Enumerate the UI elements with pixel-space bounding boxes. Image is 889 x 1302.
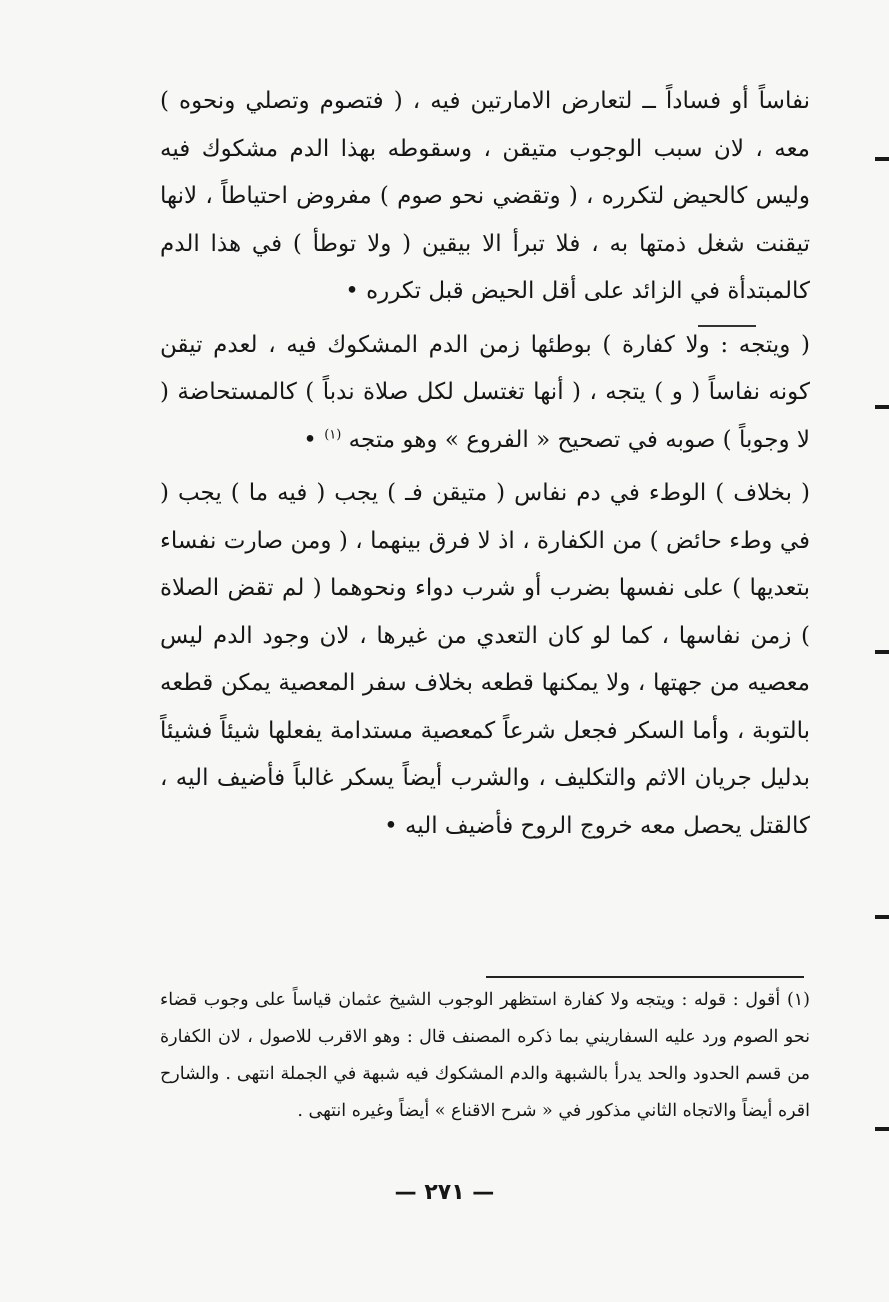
footnotes [160,982,810,1130]
paragraph-2-end: • [303,426,325,453]
paragraph-2-text: ( ويتجه : ولا كفارة ) بوطئها زمن الدم المشكوك فيه ، لعدم تيقن كونه نفاساً ( و ) يتجه ، ( أنها تغتسل لكل صلاة ندباً ) كالمستحاضة ( لا وجوباً ) صوبه في تصحيح « الفروع » وهو متجه [160,331,810,453]
main-text [160,78,810,856]
footnote-number: (١) [786,990,810,1010]
overline-mark [698,325,756,327]
footnote-reference[interactable]: (١) [324,426,342,442]
edge-mark [875,915,889,919]
paragraph-2 [160,322,810,465]
footnote-1 [160,982,810,1130]
edge-mark [875,405,889,409]
edge-mark [875,1127,889,1131]
footnote-text: أقول : قوله : ويتجه ولا كفارة استظهر الوجوب الشيخ عثمان قياساً على وجوب قضاء نحو الصوم ورد عليه السفاريني بما ذكره المصنف قال : وهو الاقرب للاصول ، لان الكفارة من قسم الحدود والحد يدرأ بالشبهة والدم المشكوك فيه شبهة في الجملة انتهى . والشارح اقره أيضاً والاتجاه الثاني مذكور في « شرح الاقناع » أيضاً وغيره انتهى . [160,990,810,1121]
footnote-divider [486,976,804,978]
edge-mark [875,157,889,161]
page-number: — ٢٧١ — [394,1180,495,1205]
edge-mark [875,650,889,654]
paragraph-3: ( بخلاف ) الوطء في دم نفاس ( متيقن فـ ) يجب ( فيه ما ) يجب ( في وطء حائض ) من الكفارة ، اذ لا فرق بينهما ، ( ومن صارت نفساء بتعديها ) على نفسها بضرب أو شرب دواء ونحوهما ( لم تقض الصلاة ) زمن نفاسها ، كما لو كان التعدي من غيرها ، لان وجود الدم ليس معصيه من جهتها ، ولا يمكنها قطعه بخلاف سفر المعصية يمكن قطعه بالتوبة ، وأما السكر فجعل شرعاً كمعصية مستدامة يفعلها شيئاً فشيئاً بدليل جريان الاثم والتكليف ، والشرب أيضاً يسكر غالباً فأضيف اليه ، كالقتل يحصل معه خروج الروح فأضيف اليه • [160,480,810,839]
paragraph-1: نفاساً أو فساداً ــ لتعارض الامارتين فيه ، ( فتصوم وتصلي ونحوه ) معه ، لان سبب الوجوب متيقن ، وسقوطه بهذا الدم مشكوك فيه وليس كالحيض لتكرره ، ( وتقضي نحو صوم ) مفروض احتياطاً ، لانها تيقنت شغل ذمتها به ، فلا تبرأ الا بيقين ( ولا توطأ ) في هذا الدم كالمبتدأة في الزائد على أقل الحيض قبل تكرره • [160,88,810,304]
